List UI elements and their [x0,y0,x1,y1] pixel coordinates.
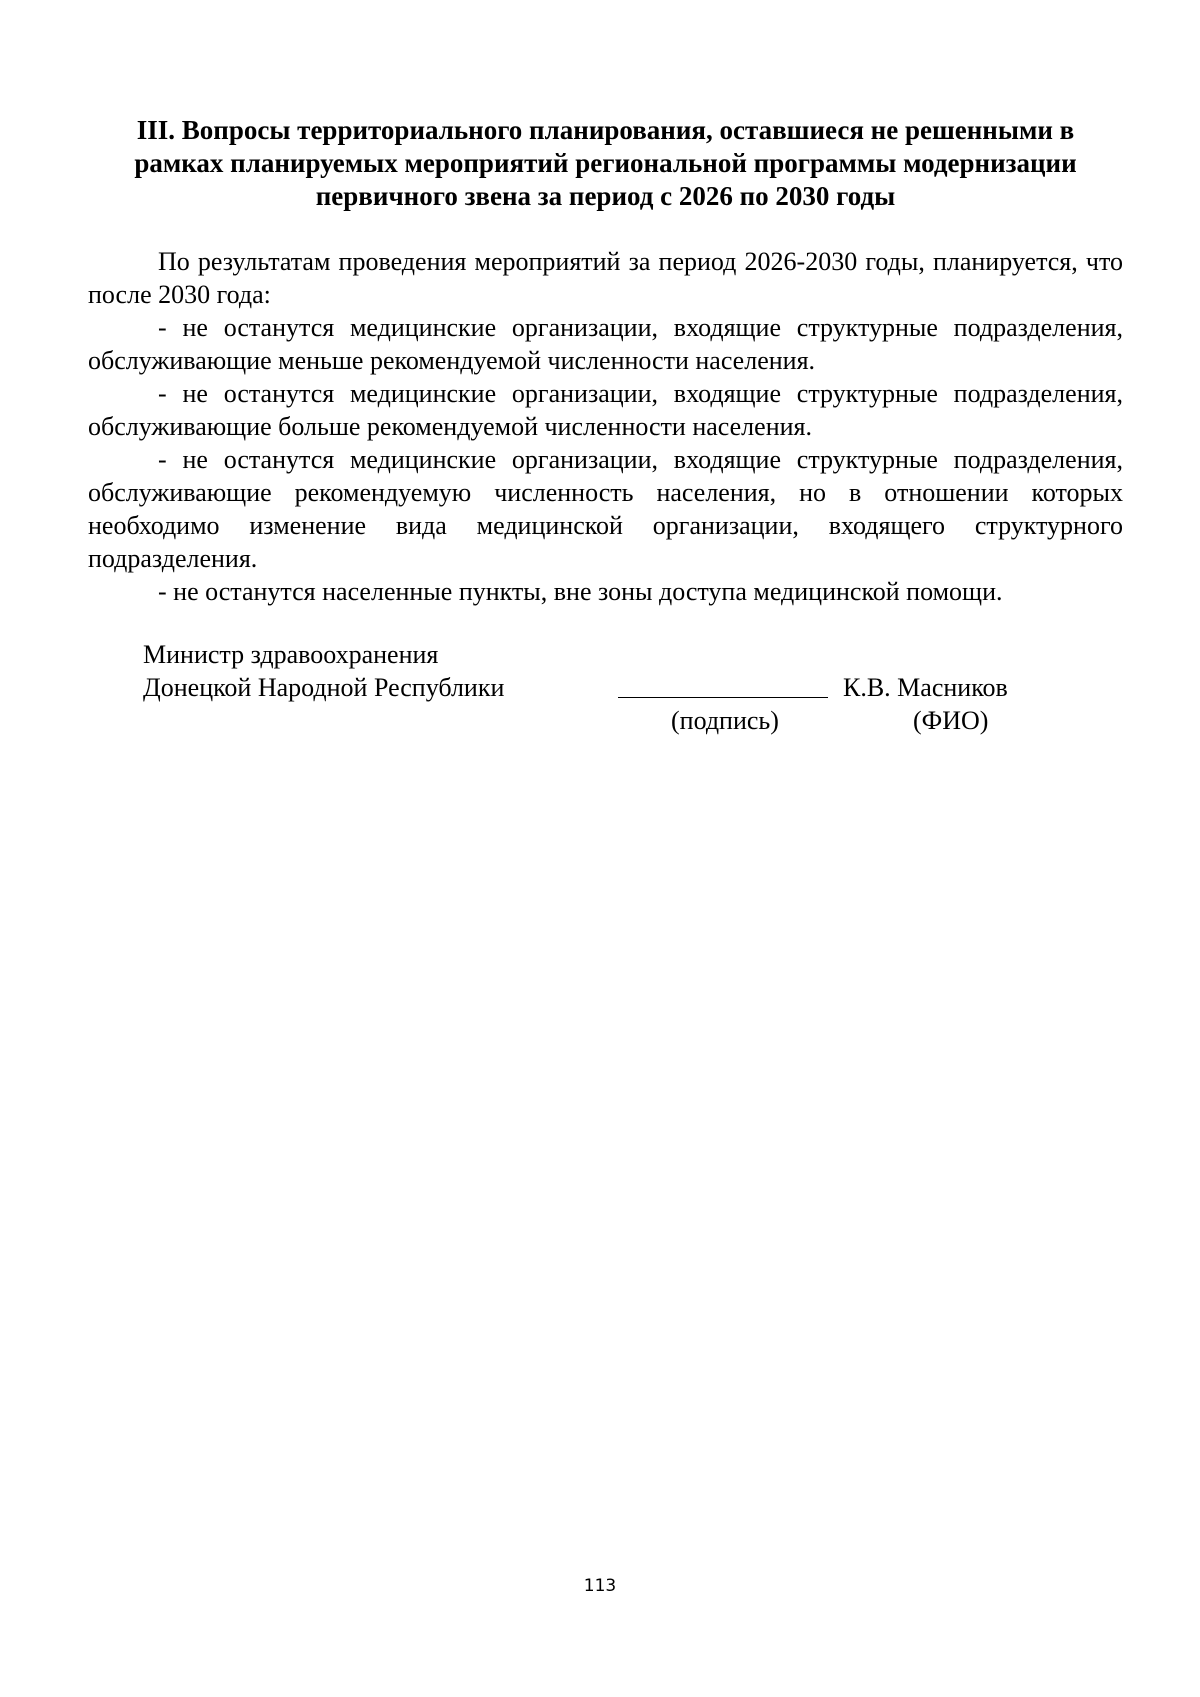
body-text [88,245,1123,608]
name-caption: (ФИО) [913,706,989,735]
signatory-name: К.В. Масников [843,673,1008,702]
signatory-position-line-1: Министр здравоохранения [143,640,439,669]
signature-line [618,697,828,698]
signatory-position-line-2: Донецкой Народной Республики [143,673,505,702]
list-item-more-population: - не останутся медицинские организации, входящие структурные подразделения, обслуживающие больше рекомендуемой численности населения. [88,379,1123,441]
signature-caption: (подпись) [671,706,779,735]
section-heading-line-3: первичного звена за период с 2026 по 2030 годы [315,181,896,211]
section-heading [88,114,1123,213]
section-heading-line-1: III. Вопросы территориального планирования, оставшиеся не решенными в [136,115,1075,145]
list-item-type-change: - не останутся медицинские организации, входящие структурные подразделения, обслуживающие рекомендуемую численность населения, но в отношении которых необходимо изменение вида медицинской организации, входящего структурного подразделения. [88,445,1123,573]
page-number: 113 [583,1576,617,1596]
list-item-fewer-population: - не останутся медицинские организации, входящие структурные подразделения, обслуживающие меньше рекомендуемой численности населения. [88,313,1123,375]
intro-paragraph: По результатам проведения мероприятий за период 2026-2030 годы, планируется, что после 2030 года: [88,247,1123,309]
section-heading-line-2: рамках планируемых мероприятий региональной программы модернизации [134,148,1077,178]
list-item-settlements: - не останутся населенные пункты, вне зоны доступа медицинской помощи. [158,577,1003,606]
